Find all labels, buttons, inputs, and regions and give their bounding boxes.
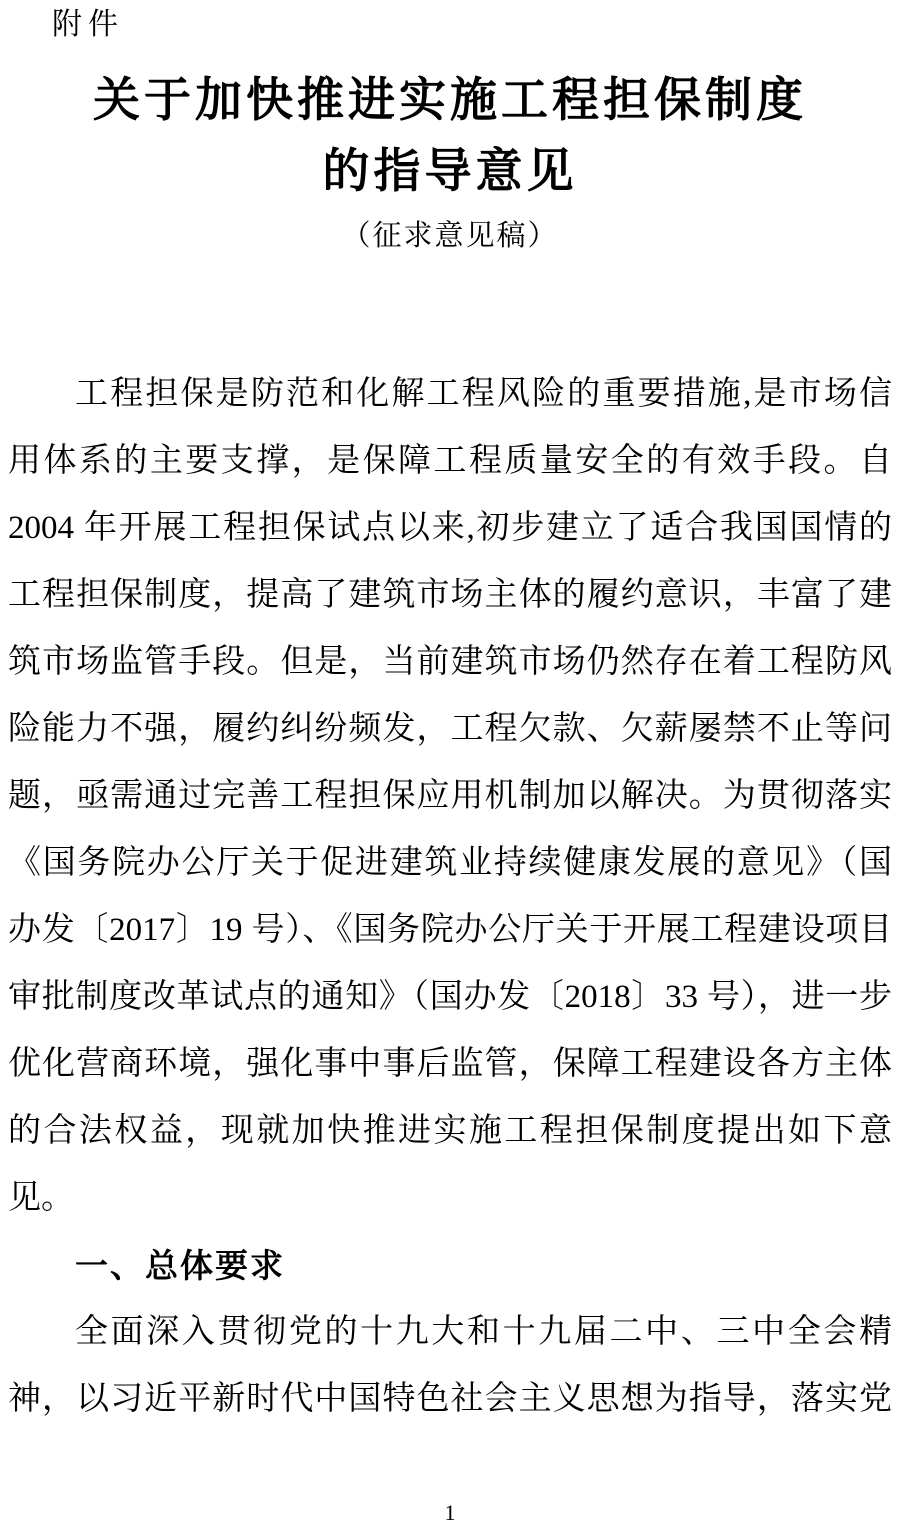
document-subtitle: （征求意见稿） [341, 220, 559, 252]
document-title-line-2: 的指导意见 [322, 144, 578, 197]
paragraph1-line: 优化营商环境，强化事中事后监管，保障工程建设各方主体 [8, 1046, 892, 1082]
section1-heading: 一、总体要求 [75, 1247, 285, 1284]
attachment-label: 附件 [52, 8, 124, 41]
paragraph1-line: 工程担保是防范和化解工程风险的重要措施,是市场信 [75, 376, 892, 412]
section1-line: 神，以习近平新时代中国特色社会主义思想为指导，落实党 [8, 1381, 892, 1417]
paragraph1-line: 题，亟需通过完善工程担保应用机制加以解决。为贯彻落实 [8, 778, 892, 814]
paragraph1-line: 工程担保制度，提高了建筑市场主体的履约意识，丰富了建 [8, 577, 892, 613]
section1-line: 全面深入贯彻党的十九大和十九届二中、三中全会精 [75, 1314, 892, 1350]
document-title [0, 64, 900, 206]
paragraph1-line: 审批制度改革试点的通知》（国办发〔2018〕33 号），进一步 [8, 979, 892, 1015]
paragraph1-line: 《国务院办公厅关于促进建筑业持续健康发展的意见》（国 [8, 845, 892, 881]
paragraph1-line: 见。 [8, 1180, 74, 1216]
paragraph1-line: 用体系的主要支撑，是保障工程质量安全的有效手段。自 [8, 443, 892, 479]
document-body [8, 361, 892, 1433]
paragraph1-line: 险能力不强，履约纠纷频发，工程欠款、欠薪屡禁不止等问 [8, 711, 892, 747]
document-title-line-1: 关于加快推进实施工程担保制度 [93, 73, 807, 126]
paragraph1-line: 筑市场监管手段。但是，当前建筑市场仍然存在着工程防风 [8, 644, 892, 680]
paragraph1-line: 的合法权益，现就加快推进实施工程担保制度提出如下意 [8, 1113, 892, 1149]
paragraph1-line: 2004 年开展工程担保试点以来,初步建立了适合我国国情的 [8, 510, 892, 546]
paragraph1-line: 办发〔2017〕19 号）、《国务院办公厅关于开展工程建设项目 [8, 912, 892, 948]
page-number: 1 [444, 1500, 456, 1525]
